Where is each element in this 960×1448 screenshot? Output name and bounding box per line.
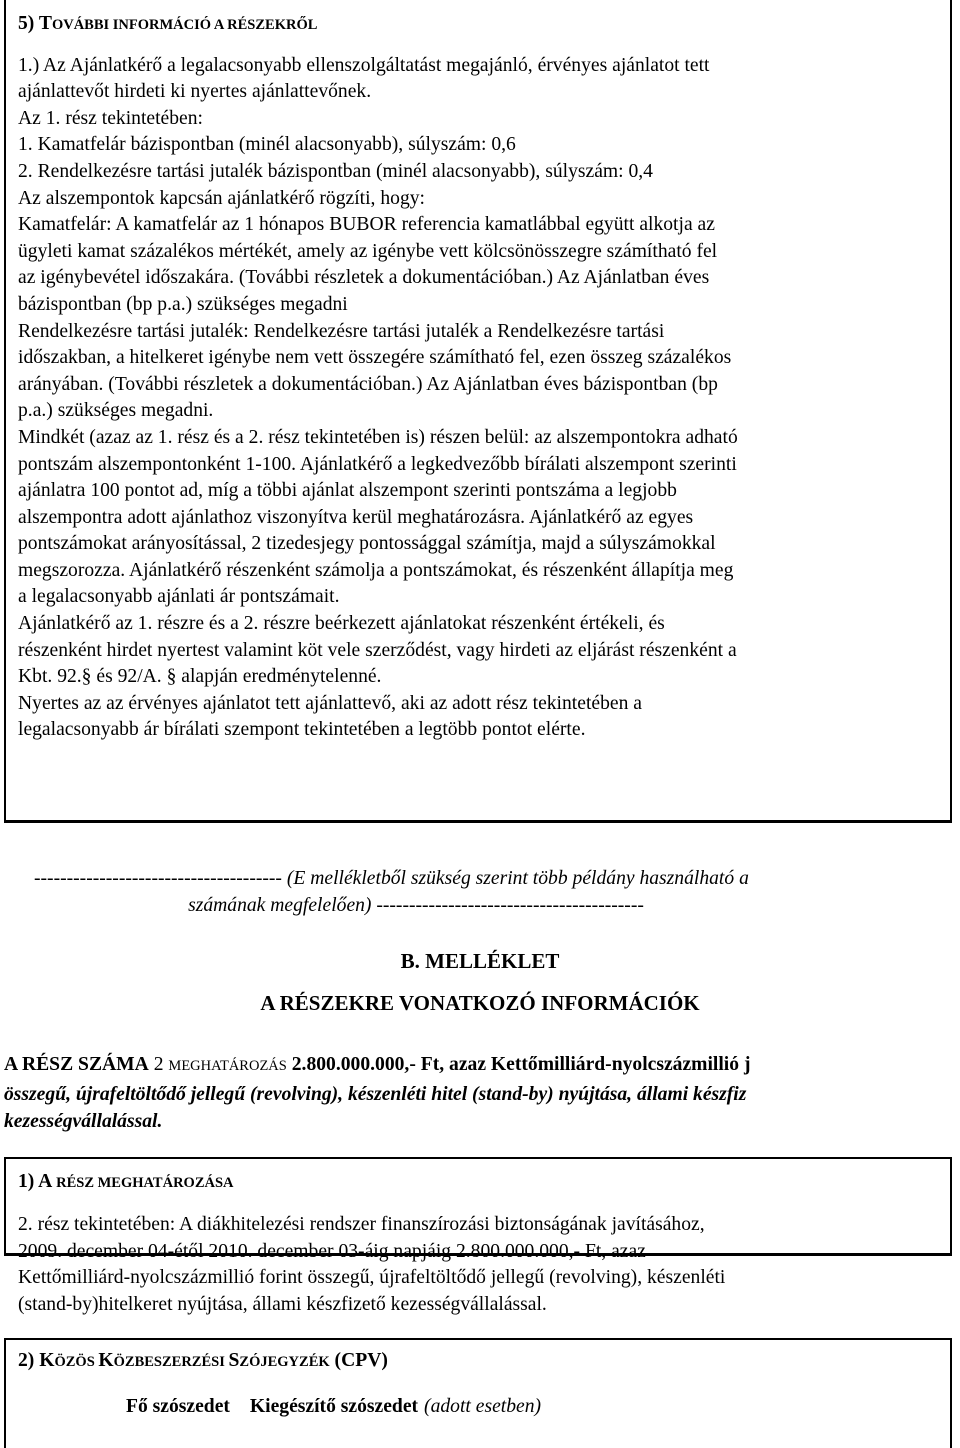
- part-definition-label: MEGHATÁROZÁS: [168, 1058, 287, 1074]
- body-line: pontszám alszempontonként 1-100. Ajánlatkérő a legkedvezőbb bírálati alszempont szerinti: [18, 453, 737, 475]
- body-line: 2009. december 04-étől 2010. december 03-áig napjáig 2.800.000.000,- Ft, azaz: [18, 1240, 646, 1262]
- part-definition-line-3: kezességvállalással.: [4, 1111, 163, 1132]
- body-line: Ajánlatkérő az 1. részre és a 2. részre beérkezett ajánlatokat részenként értékeli, és: [18, 613, 665, 635]
- body-line: Kettőmilliárd-nyolcszázmillió forint összegű, újrafeltöltődő jellegű (revolving), készenléti: [18, 1267, 726, 1289]
- body-line: Az alszempontok kapcsán ajánlatkérő rögzíti, hogy:: [18, 187, 425, 209]
- annex-subtitle: A RÉSZEKRE VONATKOZÓ INFORMÁCIÓK: [260, 991, 700, 1015]
- body-line: 1. Kamatfelár bázispontban (minél alacsonyabb), súlyszám: 0,6: [18, 134, 516, 156]
- body-line: ajánlattevőt hirdeti ki nyertes ajánlattevőnek.: [18, 81, 372, 103]
- separator-line-1: -------------------------------------- (E mellékletből szükség szerint több példány használható a: [34, 868, 749, 889]
- body-line: részenként hirdet nyertest valamint köt vele szerződést, vagy hirdeti az eljárást részenként a: [18, 639, 737, 661]
- body-line: Mindkét (azaz az 1. rész és a 2. rész tekintetében is) részen belül: az alszempontokra adható: [18, 426, 738, 448]
- annex-title: B. MELLÉKLET: [400, 949, 560, 973]
- body-line: pontszámokat arányosítással, 2 tizedesjegy pontossággal számítja, majd a súlyszámokkal: [18, 533, 716, 555]
- section-5-heading: 5) TOVÁBBI INFORMÁCIÓ A RÉSZEKRŐL: [18, 13, 318, 34]
- cpv-main-label: Fő szószedet: [126, 1395, 230, 1417]
- body-line: 2. Rendelkezésre tartási jutalék bázispontban (minél alacsonyabb), súlyszám: 0,4: [18, 160, 653, 182]
- body-line: Rendelkezésre tartási jutalék: Rendelkezésre tartási jutalék a Rendelkezésre tartási: [18, 320, 665, 342]
- annex-separator-note: [0, 865, 960, 919]
- body-line: bázispontban (bp p.a.) szükséges megadni: [18, 293, 348, 315]
- body-line: időszakban, a hitelkeret igénybe nem vett összegére számítható fel, ezen összeg százalékos: [18, 347, 732, 369]
- body-line: p.a.) szükséges megadni.: [18, 400, 214, 422]
- body-line: Az 1. rész tekintetében:: [18, 107, 203, 129]
- section-1-body: [18, 1212, 948, 1318]
- body-line: az igénybevétel időszakára. (További részletek a dokumentációban.) Az Ajánlatban éves: [18, 267, 710, 289]
- part-definition: [4, 1051, 960, 1136]
- part-definition-line-2: összegű, újrafeltöltődő jellegű (revolving), készenléti hitel (stand-by) nyújtása, állami készfiz: [4, 1083, 747, 1105]
- section-2-box: [4, 1338, 952, 1448]
- part-amount: 2.800.000.000,- Ft, azaz Kettőmilliárd-nyolcszázmillió j: [291, 1054, 751, 1075]
- part-definition-line-1: [4, 1051, 960, 1081]
- cpv-supplementary-label: Kiegészítő szószedet: [249, 1395, 419, 1417]
- body-line: ügyleti kamat százalékos mértékét, amely az igénybe vett kölcsönösszegre számítható fel: [18, 240, 718, 262]
- part-number: 2: [153, 1054, 164, 1075]
- body-line: Kbt. 92.§ és 92/A. § alapján eredménytelenné.: [18, 666, 382, 688]
- body-line: a legalacsonyabb ajánlati ár pontszámait.: [18, 586, 340, 608]
- section-1-heading: 1) A RÉSZ MEGHATÁROZÁSA: [18, 1171, 234, 1192]
- body-line: megszorozza. Ajánlatkérő részenként számolja a pontszámokat, és részenként állapítja meg: [18, 559, 734, 581]
- body-line: arányában. (További részletek a dokumentációban.) Az Ajánlatban éves bázispontban (bp: [18, 373, 718, 395]
- separator-line-2: számának megfelelően) -----------------------------------------: [188, 895, 644, 916]
- body-line: ajánlatra 100 pontot ad, míg a többi ajánlat alszempont szerinti pontszáma a legjobb: [18, 480, 677, 502]
- body-line: Kamatfelár: A kamatfelár az 1 hónapos BUBOR referencia kamatlábbal együtt alkotja az: [18, 214, 715, 236]
- body-line: (stand-by)hitelkeret nyújtása, állami készfizető kezességvállalással.: [18, 1293, 547, 1315]
- annex-title-block: [0, 940, 960, 1024]
- body-line: legalacsonyabb ár bírálati szempont tekintetében a legtöbb pontot elérte.: [18, 719, 586, 741]
- body-line: 2. rész tekintetében: A diákhitelezési rendszer finanszírozási biztonságának javításához,: [18, 1214, 705, 1235]
- section-2-heading: 2) KÖZÖS KÖZBESZERZÉSI SZÓJEGYZÉK (CPV): [18, 1350, 388, 1371]
- section-5-body: [18, 53, 937, 744]
- body-line: alszempontra adott ajánlathoz viszonyítva kerül meghatározásra. Ajánlatkérő az egyes: [18, 506, 694, 528]
- part-number-label: A RÉSZ SZÁMA: [4, 1054, 149, 1075]
- body-line: 1.) Az Ajánlatkérő a legalacsonyabb ellenszolgáltatást megajánló, érvényes ajánlatot tett: [18, 54, 710, 76]
- section-5-box: [4, 0, 952, 823]
- body-line: Nyertes az az érvényes ajánlatot tett ajánlattevő, aki az adott rész tekintetében a: [18, 692, 642, 714]
- cpv-supplementary-note: (adott esetben): [424, 1395, 542, 1417]
- cpv-columns: [18, 1394, 937, 1421]
